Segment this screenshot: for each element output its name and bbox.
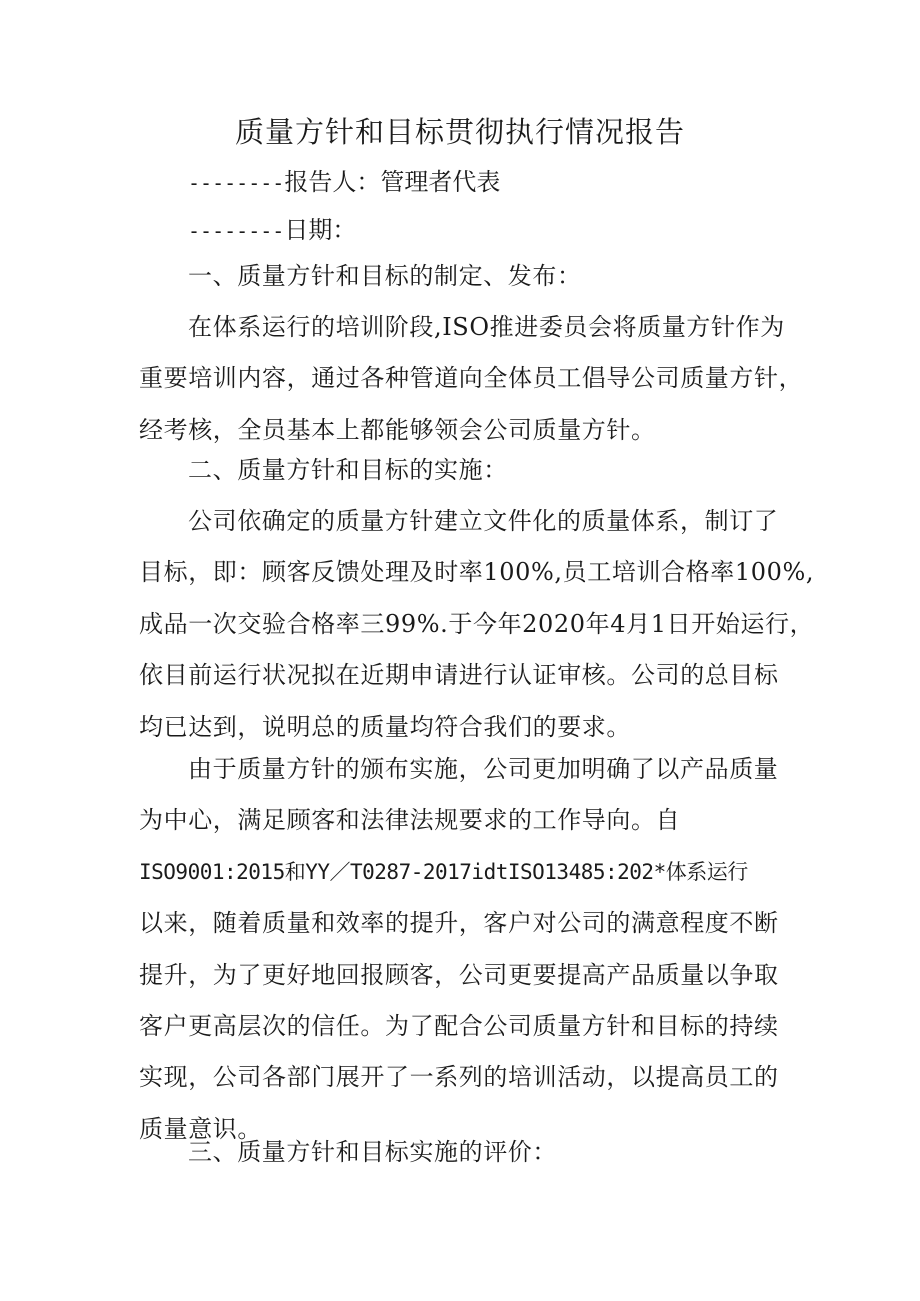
paragraph-line: 客户更高层次的信任。为了配合公司质量方针和目标的持续 — [139, 1011, 779, 1040]
date-dash-prefix: -------- — [188, 219, 285, 243]
paragraph-line: 提升，为了更好地回报顾客，公司更要提高产品质量以争取 — [139, 960, 779, 989]
reporter-label: 报告人：管理者代表 — [284, 168, 501, 196]
section2-paragraph-2 — [139, 744, 799, 1155]
section1-paragraph — [139, 302, 804, 456]
date-line — [188, 210, 356, 251]
paragraph-line: 在体系运行的培训阶段,ISO推进委员会将质量方针作为 — [188, 313, 785, 341]
section2-heading: 二、质量方针和目标的实施： — [188, 456, 508, 484]
paragraph-line-standards: ISO9001:2015和YY／T0287-2017idtISO13485:202*体系运行 — [139, 859, 748, 884]
reporter-line — [188, 162, 500, 203]
paragraph-line: 为中心，满足顾客和法律法规要求的工作导向。自 — [139, 806, 681, 835]
date-label: 日期： — [284, 216, 357, 244]
paragraph-line: 以来，随着质量和效率的提升，客户对公司的满意程度不断 — [139, 909, 779, 938]
paragraph-line: 重要培训内容，通过各种管道向全体员工倡导公司质量方针， — [139, 364, 804, 393]
paragraph-line: 经考核，全员基本上都能够领会公司质量方针。 — [139, 415, 656, 444]
paragraph-line: 目标，即：顾客反馈处理及时率100%,员工培训合格率100%, — [139, 558, 815, 587]
paragraph-line: 公司依确定的质量方针建立文件化的质量体系，制订了 — [188, 507, 779, 535]
section3-heading: 三、质量方针和目标实施的评价： — [188, 1138, 557, 1166]
reporter-dash-prefix: -------- — [188, 171, 285, 195]
document-title: 质量方针和目标贯彻执行情况报告 — [234, 115, 685, 149]
paragraph-line: 由于质量方针的颁布实施，公司更加明确了以产品质量 — [188, 755, 779, 783]
paragraph-line: 均已达到，说明总的质量均符合我们的要求。 — [139, 712, 631, 741]
paragraph-line: 质量意识。 — [139, 1114, 262, 1143]
paragraph-line: 成品一次交验合格率三99%.于今年2020年4月1日开始运行， — [139, 609, 815, 638]
section1-heading: 一、质量方针和目标的制定、发布： — [188, 262, 582, 290]
paragraph-line: 实现，公司各部门展开了一系列的培训活动，以提高员工的 — [139, 1063, 779, 1092]
section2-paragraph-1 — [139, 496, 815, 753]
paragraph-line: 依目前运行状况拟在近期申请进行认证审核。公司的总目标 — [139, 661, 779, 690]
